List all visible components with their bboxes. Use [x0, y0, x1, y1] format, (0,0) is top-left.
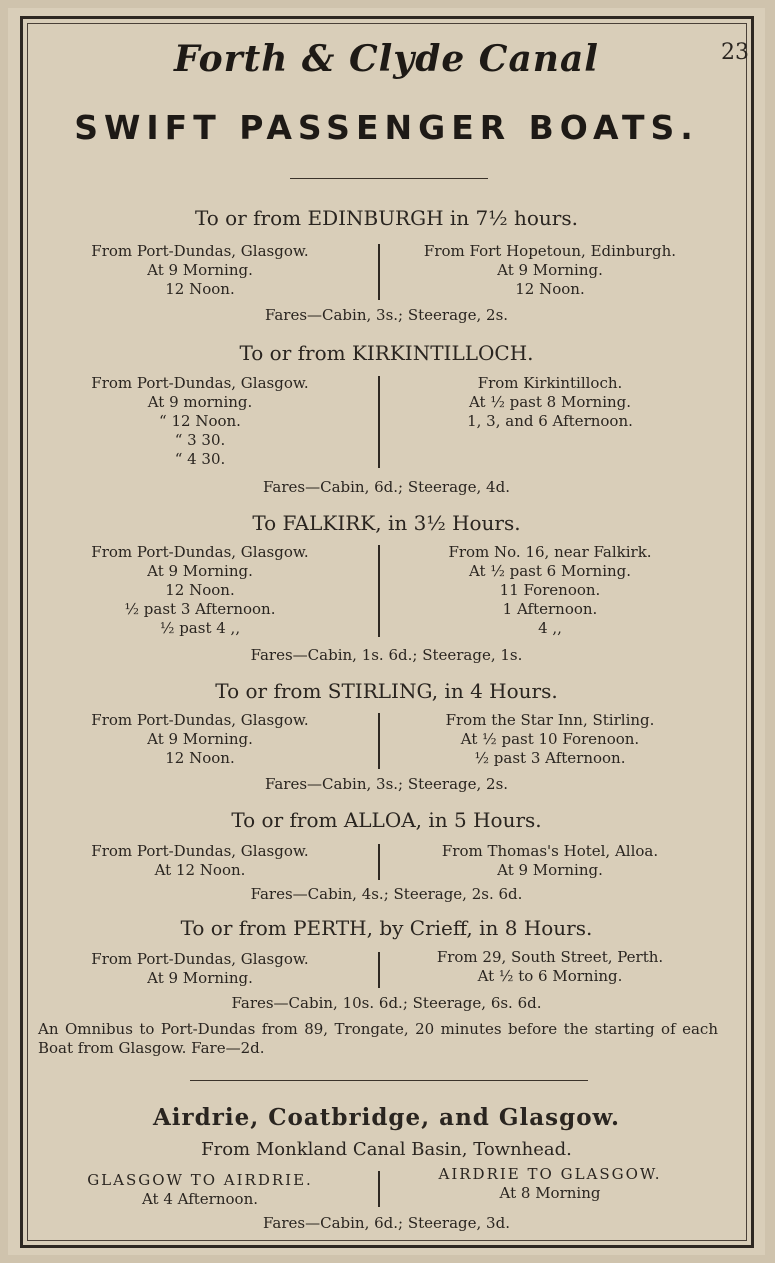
timetable-line: At 9 Morning. [497, 861, 603, 879]
timetable-line: From Thomas's Hotel, Alloa. [441, 842, 659, 860]
timetable-line: ½ past 3 Afternoon. [474, 749, 626, 767]
page-subtitle: SWIFT PASSENGER BOATS. [74, 108, 699, 147]
timetable-line: From Port-Dundas, Glasgow. [91, 711, 309, 729]
timetable-line: “ 12 Noon. [159, 412, 241, 430]
timetable-line: ½ past 3 Afternoon. [124, 600, 276, 618]
timetable-line: At 8 Morning [499, 1184, 601, 1202]
fares-alloa: Fares—Cabin, 4s.; Steerage, 2s. 6d. [250, 885, 523, 903]
airdrie-subheading: From Monkland Canal Basin, Townhead. [201, 1139, 572, 1160]
page-number: 23 [721, 40, 749, 65]
timetable-line: From the Star Inn, Stirling. [445, 711, 655, 729]
timetable-line: 12 Noon. [165, 581, 235, 599]
timetable-line: From 29, South Street, Perth. [436, 948, 664, 966]
route-kirkintilloch-departures-kirkintilloch [380, 374, 720, 431]
timetable-line: From Fort Hopetoun, Edinburgh. [423, 242, 677, 260]
timetable-line: ½ past 4 ,, [159, 619, 241, 637]
timetable-line: From Port-Dundas, Glasgow. [91, 842, 309, 860]
timetable-line: From No. 16, near Falkirk. [448, 543, 652, 561]
route-stirling-departures-glasgow [30, 711, 370, 768]
timetable-line: At 9 Morning. [147, 261, 253, 279]
timetable-line: At 9 Morning. [147, 730, 253, 748]
timetable-line: 4 ,, [538, 619, 562, 637]
route-perth-departures-glasgow [30, 950, 370, 988]
timetable-line: At 12 Noon. [154, 861, 246, 879]
airdrie-heading: Airdrie, Coatbridge, and Glasgow. [152, 1104, 621, 1131]
timetable-line: “ 3 30. [174, 431, 226, 449]
fares-perth: Fares—Cabin, 10s. 6d.; Steerage, 6s. 6d. [231, 994, 542, 1012]
omnibus-note: An Omnibus to Port-Dundas from 89, Trongate, 20 minutes before the starting of each Boat from Glasgow. Fare—2d. [38, 1020, 718, 1057]
timetable-line: AIRDRIE TO GLASGOW. [438, 1165, 662, 1183]
timetable-line: At 9 morning. [147, 393, 253, 411]
route-falkirk-departures-falkirk [380, 543, 720, 638]
route-stirling-departures-stirling [380, 711, 720, 768]
route-edinburgh-departures-glasgow [30, 242, 370, 299]
route-alloa-departures-alloa [380, 842, 720, 880]
page-title: Forth & Clyde Canal [174, 38, 599, 80]
airdrie-glasgow-to-airdrie [30, 1171, 370, 1209]
timetable-line: From Port-Dundas, Glasgow. [91, 242, 309, 260]
route-heading-kirkintilloch: To or from KIRKINTILLOCH. [239, 341, 534, 365]
timetable-line: At ½ past 6 Morning. [468, 562, 632, 580]
timetable-line: At 9 Morning. [147, 969, 253, 987]
route-heading-edinburgh: To or from EDINBURGH in 7½ hours. [195, 206, 578, 230]
fares-edinburgh: Fares—Cabin, 3s.; Steerage, 2s. [264, 306, 509, 324]
section-rule [190, 1080, 588, 1081]
timetable-line: 12 Noon. [165, 749, 235, 767]
timetable-line: GLASGOW TO AIRDRIE. [87, 1171, 313, 1189]
title-rule [290, 178, 488, 179]
timetable-line: 1 Afternoon. [502, 600, 598, 618]
timetable-line: “ 4 30. [174, 450, 226, 468]
route-edinburgh-departures-edinburgh [380, 242, 720, 299]
timetable-line: At ½ past 10 Forenoon. [460, 730, 640, 748]
route-heading-alloa: To or from ALLOA, in 5 Hours. [231, 808, 542, 832]
route-heading-perth: To or from PERTH, by Crieff, in 8 Hours. [180, 916, 593, 940]
route-kirkintilloch-departures-glasgow [30, 374, 370, 469]
timetable-line: At ½ to 6 Morning. [477, 967, 623, 985]
content [8, 8, 765, 1255]
fares-stirling: Fares—Cabin, 3s.; Steerage, 2s. [264, 775, 509, 793]
fares-falkirk: Fares—Cabin, 1s. 6d.; Steerage, 1s. [250, 646, 523, 664]
route-heading-falkirk: To FALKIRK, in 3½ Hours. [252, 511, 521, 535]
route-alloa-departures-glasgow [30, 842, 370, 880]
fares-kirkintilloch: Fares—Cabin, 6d.; Steerage, 4d. [263, 478, 510, 496]
timetable-line: At 4 Afternoon. [141, 1190, 259, 1208]
airdrie-airdrie-to-glasgow [380, 1165, 720, 1203]
route-perth-departures-perth [380, 948, 720, 986]
timetable-line: From Port-Dundas, Glasgow. [91, 543, 309, 561]
timetable-line: 12 Noon. [515, 280, 585, 298]
timetable-line: From Port-Dundas, Glasgow. [91, 950, 309, 968]
timetable-line: 11 Forenoon. [499, 581, 601, 599]
timetable-line: At 9 Morning. [147, 562, 253, 580]
route-heading-stirling: To or from STIRLING, in 4 Hours. [215, 679, 558, 703]
fares-airdrie: Fares—Cabin, 6d.; Steerage, 3d. [263, 1214, 510, 1232]
timetable-line: From Port-Dundas, Glasgow. [91, 374, 309, 392]
page [8, 8, 765, 1255]
timetable-line: From Kirkintilloch. [477, 374, 623, 392]
timetable-line: At 9 Morning. [497, 261, 603, 279]
route-falkirk-departures-glasgow [30, 543, 370, 638]
timetable-line: 1, 3, and 6 Afternoon. [467, 412, 633, 430]
timetable-line: 12 Noon. [165, 280, 235, 298]
timetable-line: At ½ past 8 Morning. [468, 393, 632, 411]
